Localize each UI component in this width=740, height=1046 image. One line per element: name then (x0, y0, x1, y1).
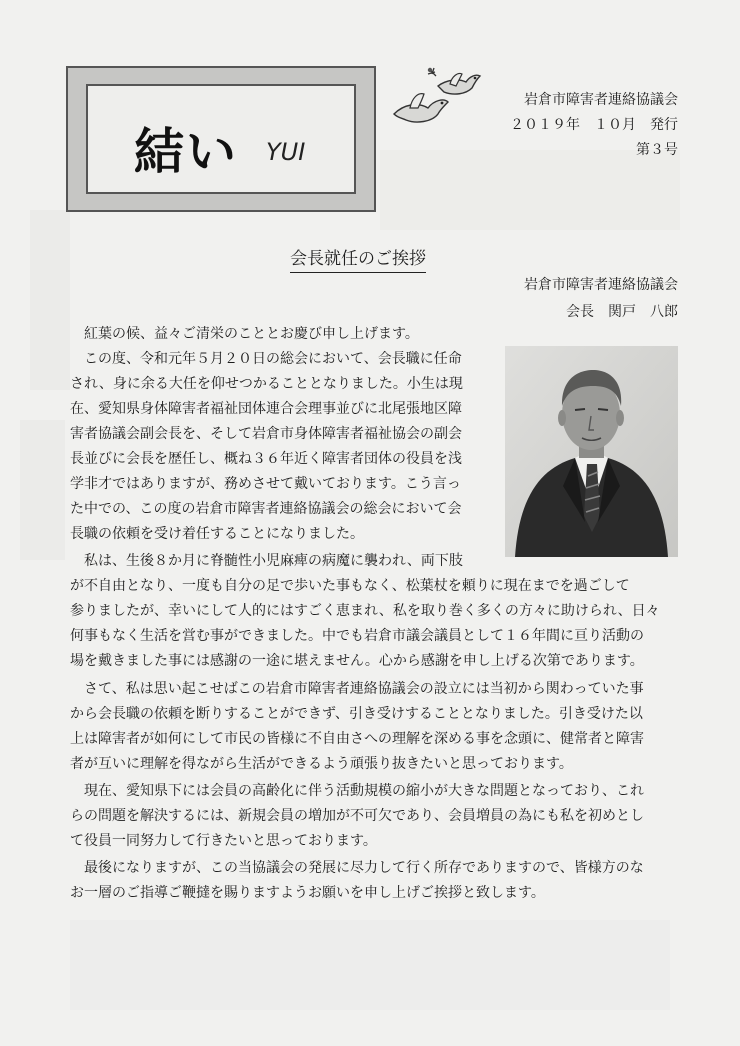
bleed-through-bottom (70, 920, 670, 1010)
body-line-9: 長職の依頼を受け着任することになりました。 (70, 526, 364, 542)
body-line-1: 紅葉の候、益々ご清栄のこととお慶び申し上げます。 (84, 326, 419, 342)
body-line-21: て役員一同努力して行きたいと思っております。 (70, 833, 377, 849)
portrait-photo (505, 346, 678, 557)
article-heading: 会長就任のご挨拶 (290, 244, 426, 273)
body-line-11: が不自由となり、一度も自分の足で歩いた事もなく、松葉杖を頼りに現在までを過ごして (70, 578, 630, 594)
author-name: 会長 関戸 八郎 (566, 304, 678, 320)
body-line-2: この度、令和元年５月２０日の総会において、会長職に任命 (84, 351, 462, 367)
body-line-8: た中での、この度の岩倉市障害者連絡協議会の総会において会 (70, 501, 462, 517)
body-line-19: 現在、愛知県下には会員の高齢化に伴う活動規模の縮小が大きな問題となっており、これ (84, 783, 644, 799)
newsletter-title-roman: YUI (266, 138, 306, 166)
body-line-6: 長並びに会長を歴任し、概ね３６年近く障害者団体の役員を浅 (70, 451, 462, 467)
body-line-12: 参りましたが、幸いにして人的にはすごく恵まれ、私を取り巻く多くの方々に助けられ、日々 (70, 603, 660, 619)
author-organization: 岩倉市障害者連絡協議会 (524, 277, 678, 293)
body-line-18: 者が互いに理解を得ながら生活ができるよう頑張り抜きたいと思っております。 (70, 756, 573, 772)
issue-number: 第３号 (636, 142, 678, 158)
body-line-17: 上は障害者が如何にして市民の皆様に不自由さへの理解を深める事を念頭に、健常者と障害 (70, 731, 644, 747)
body-line-22: 最後になりますが、この当協議会の発展に尽力して行く所存でありますので、皆様方のな (84, 860, 644, 876)
bleed-through-left (30, 210, 70, 390)
body-line-14: 場を戴きました事には感謝の一途に堪えません。心から感謝を申し上げる次第であります。 (70, 653, 644, 669)
publication-info (510, 88, 678, 163)
body-line-7: 学非才ではありますが、務めさせて戴いております。こう言っ (70, 476, 461, 492)
body-line-13: 何事もなく生活を営む事ができました。中でも岩倉市議会議員として１６年間に亘り活動の (70, 628, 644, 644)
body-line-3: され、身に余る大任を仰せつかることとなりました。小生は現 (70, 376, 463, 392)
body-line-10: 私は、生後８か月に脊髄性小児麻痺の病魔に襲われ、両下肢 (84, 553, 463, 569)
body-line-20: らの問題を解決するには、新規会員の増加が不可欠であり、会員増員の為にも私を初めとし (70, 808, 644, 824)
publisher-name: 岩倉市障害者連絡協議会 (524, 92, 678, 108)
masthead-frame (66, 66, 376, 212)
newsletter-title: 結い (134, 123, 238, 181)
body-line-5: 害者協議会副会長を、そして岩倉市身体障害者福祉協会の副会 (70, 426, 462, 442)
bleed-through-left-lower (20, 420, 65, 560)
issue-date: ２０１９年 １０月 発行 (510, 117, 678, 133)
body-line-23: お一層のご指導ご鞭撻を賜りますようお願いを申し上げご挨拶と致します。 (70, 885, 545, 901)
body-line-16: から会長職の依頼を断りすることができず、引き受けすることとなりました。引き受けた以 (70, 706, 643, 722)
body-line-15: さて、私は思い起こせばこの岩倉市障害者連絡協議会の設立には当初から関わっていた事 (84, 681, 644, 697)
body-line-4: 在、愛知県身体障害者福祉団体連合会理事並びに北尾張地区障 (70, 401, 462, 417)
doves-icon (388, 62, 484, 128)
article-byline (524, 272, 678, 326)
masthead-inner-panel (86, 84, 356, 194)
